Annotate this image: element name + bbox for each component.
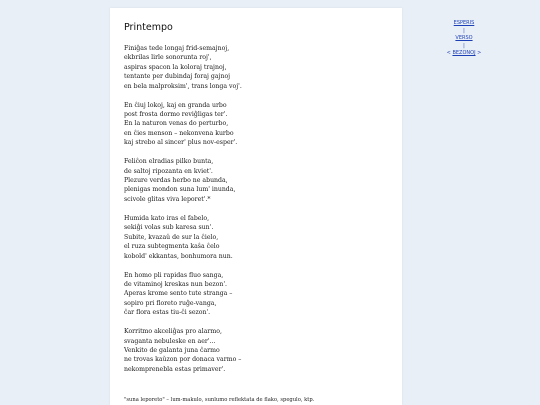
poem-line: Venkito de galanta juna ĉarmo: [124, 346, 220, 354]
poem-body: [124, 44, 394, 384]
poem-line: aspiras spacon la koloraj trajnoj,: [124, 63, 227, 71]
poem-line: sekiĝi volas sub karesa sun'.: [124, 224, 214, 232]
next-arrow-icon[interactable]: >: [477, 50, 482, 56]
poem-line: sopiro pri floreto ruĝe-vanga,: [124, 299, 217, 307]
poem-line: Aperas krome sento tute stranga –: [124, 290, 233, 298]
nav-link-esperis[interactable]: ESPERIS: [453, 20, 475, 26]
nav-separator: |: [463, 42, 465, 49]
poem-line: En la naturon venas do perturbo,: [124, 120, 229, 128]
poem-line: Feliĉon elradias pilko bunta,: [124, 158, 214, 166]
poem-line: scivole glitas viva leporet'.*: [124, 195, 211, 203]
poem-line: en bela malproksim', trans longa voj'.: [124, 82, 242, 90]
stanza: [124, 214, 394, 261]
poem-line: de vitaminoj kreskas nun bezon'.: [124, 280, 227, 288]
poem-line: Plezure verdas herbo ne abunda,: [124, 177, 228, 185]
poem-line: en ĉies menson – nekonvena kurbo: [124, 129, 234, 137]
stanza: [124, 271, 394, 318]
poem-line: Korritmo akceliĝas pro alarmo,: [124, 328, 222, 336]
stanza: [124, 327, 394, 374]
poem-line: ĉar flora estas tiu-ĉi sezon'.: [124, 309, 211, 317]
stanza: [124, 157, 394, 204]
navigation: [432, 20, 496, 58]
poem-line: Finiĝas tede longaj frid-semajnoj,: [124, 45, 230, 52]
stanza: [124, 101, 394, 148]
footnote: "suna leporeto" – lum-makulo, sunlumo reflektata de flako, spegulo, ktp.: [124, 397, 315, 403]
poem-line: En homo pli rapidas fluo sanga,: [124, 271, 224, 279]
nav-link-bezonoj[interactable]: BEZONOJ: [452, 50, 476, 56]
poem-line: plenigas mondon suna lum' inunda,: [124, 186, 236, 194]
poem-line: ne trovas kaŭzon por donaca varmo –: [124, 356, 242, 364]
poem-line: Humida kato iras el fabelo,: [124, 214, 210, 222]
stanza: [124, 44, 394, 91]
poem-line: el ruza subtegmenta kaŝa ĉelo: [124, 243, 220, 251]
poem-line: post frosta dormo reviĝligas ter'.: [124, 111, 228, 119]
poem-title: Printempo: [124, 22, 173, 33]
poem-line: kaj strebo al sincer' plus nov-esper'.: [124, 139, 238, 147]
prev-arrow-icon[interactable]: <: [446, 50, 451, 56]
poem-line: ekbrilas lirle sonorunta roj',: [124, 54, 212, 62]
poem-line: svaganta nebuleske en aer'...: [124, 337, 216, 345]
poem-line: nekomprenebla estas primaver'.: [124, 365, 226, 373]
poem-line: tentante per dubindaj foraj gajnoj: [124, 73, 231, 81]
nav-link-verso[interactable]: VERSO: [455, 35, 473, 41]
poem-line: kobold' ekkantas, bonhumora nun.: [124, 252, 233, 260]
poem-page: [110, 8, 402, 405]
poem-line: de saltoj ripozanta en kviet'.: [124, 167, 213, 175]
nav-separator: |: [463, 27, 465, 34]
poem-line: En ĉiuj lokoj, kaj en granda urbo: [124, 101, 227, 109]
poem-line: Subite, kvazaŭ de sur la ĉielo,: [124, 233, 219, 241]
